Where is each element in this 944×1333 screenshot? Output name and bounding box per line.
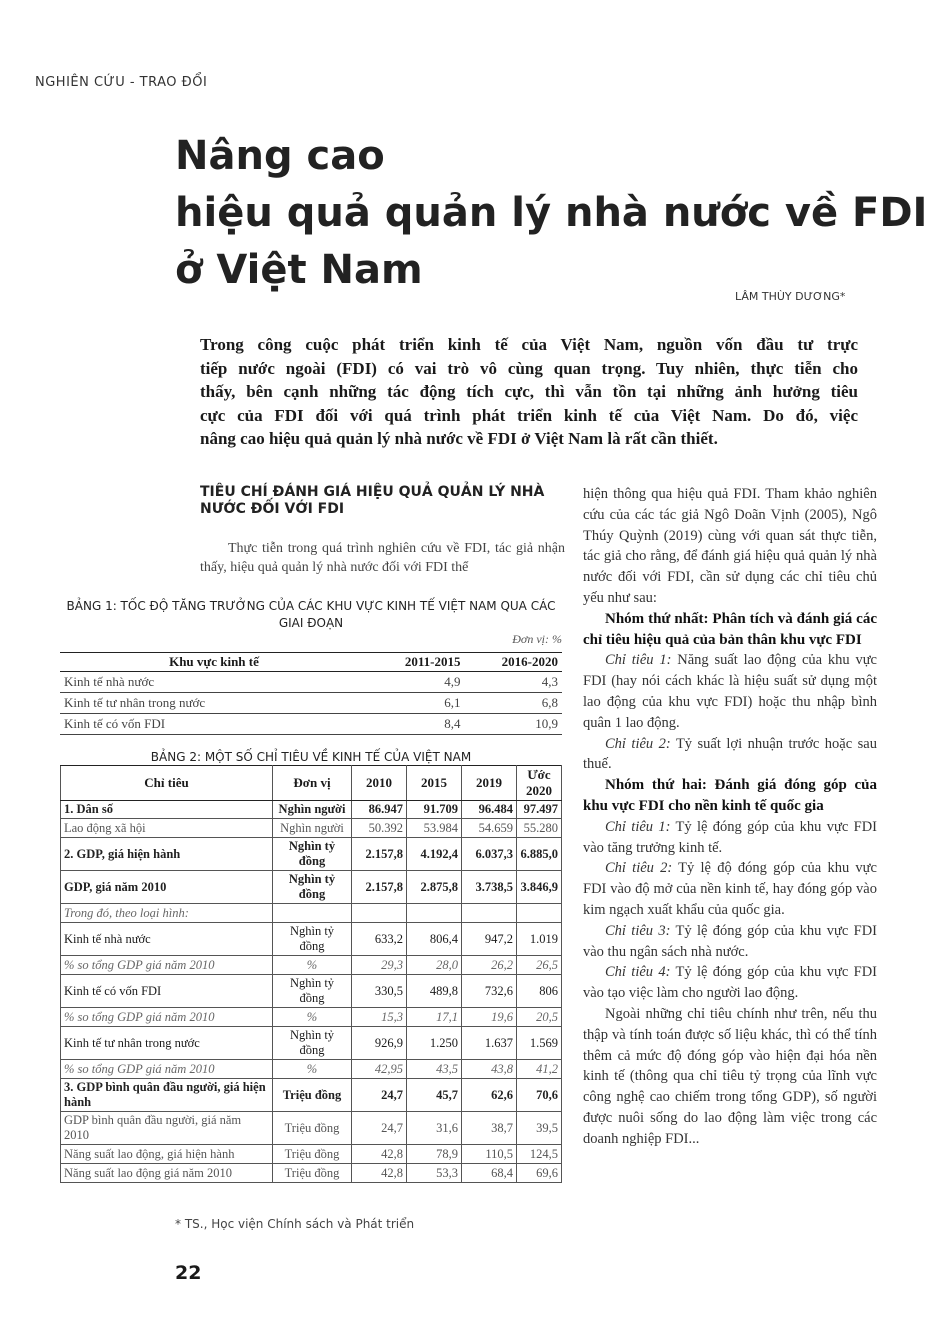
table1 — [60, 652, 562, 735]
table1-cell: 4,9 — [368, 672, 464, 693]
table2-row — [61, 801, 562, 819]
table1-cell: 6,8 — [464, 693, 562, 714]
table2-cell: 633,2 — [352, 923, 407, 956]
table1-cell: Kinh tế tư nhân trong nước — [60, 693, 368, 714]
table2-cell: 31,6 — [407, 1112, 462, 1145]
table2-cell: Nghìn tỷ đồng — [273, 871, 352, 904]
table2-cell: 489,8 — [407, 975, 462, 1008]
paragraph — [583, 484, 877, 609]
table2-cell: 806 — [517, 975, 562, 1008]
criterion-label: Chỉ tiêu 2: — [605, 860, 673, 877]
table2-cell: 53.984 — [407, 819, 462, 838]
table2-header: Chỉ tiêu — [61, 766, 273, 801]
table2-cell: 38,7 — [462, 1112, 517, 1145]
table2-cell: 1.250 — [407, 1027, 462, 1060]
table2-cell: Triệu đồng — [273, 1145, 352, 1164]
table2-cell — [462, 904, 517, 923]
group-heading: Nhóm thứ hai: Đánh giá đóng góp của khu vực FDI cho nền kinh tế quốc gia — [583, 777, 877, 814]
paragraph-text: Tỷ lệ đóng góp của khu vực FDI vào tăng trưởng kinh tế. — [583, 818, 877, 856]
paragraph — [583, 650, 877, 733]
title-line: hiệu quả quản lý nhà nước về FDI — [175, 190, 928, 236]
table2-cell: 806,4 — [407, 923, 462, 956]
table2-row — [61, 1027, 562, 1060]
paragraph-text: Ngoài những chỉ tiêu chính như trên, nếu thu thập và tính toán được số liệu khác, thì có thể tính thêm cả mức độ đóng góp vào hiện đại hóa nền kinh tế (thông qua chỉ tiêu tỷ trọng của lĩnh vực công nghệ cao chiếm trong tổng GDP), số người được nuôi sống do lao động làm việc trong các doanh nghiệp FDI... — [583, 1005, 877, 1147]
paragraph — [583, 858, 877, 920]
paragraph-text: Năng suất lao động của khu vực FDI (hay nói cách khác là hiệu suất sử dụng một lao động của khu vực FDI) hoặc thu nhập bình quân 1 lao động. — [583, 652, 877, 731]
table2-cell: 3. GDP bình quân đầu người, giá hiện hành — [61, 1079, 273, 1112]
table2-cell: 2. GDP, giá hiện hành — [61, 838, 273, 871]
abstract — [200, 333, 858, 451]
table2-cell: 17,1 — [407, 1008, 462, 1027]
table2-cell: Năng suất lao động, giá hiện hành — [61, 1145, 273, 1164]
table2-cell: 1.569 — [517, 1027, 562, 1060]
table2-row — [61, 1164, 562, 1183]
table2-cell: 43,8 — [462, 1060, 517, 1079]
table2-row — [61, 838, 562, 871]
table2-cell: 50.392 — [352, 819, 407, 838]
group-heading: Nhóm thứ nhất: Phân tích và đánh giá các chỉ tiêu hiệu quả của bản thân khu vực FDI — [583, 610, 877, 648]
table2-cell: 3.738,5 — [462, 871, 517, 904]
paragraph-text: Tỷ lệ độ đóng góp của khu vực FDI vào độ mở của nền kinh tế, hay đóng góp vào kim ngạch xuất khẩu của quốc gia. — [583, 860, 877, 918]
table2-cell: 55.280 — [517, 819, 562, 838]
table2-cell: 110,5 — [462, 1145, 517, 1164]
table2-cell: % — [273, 1008, 352, 1027]
table2-cell: 3.846,9 — [517, 871, 562, 904]
table1-header: 2011-2015 — [368, 653, 464, 672]
paragraph — [583, 1004, 877, 1150]
table2-cell: 42,8 — [352, 1145, 407, 1164]
table2-cell: 43,5 — [407, 1060, 462, 1079]
table2-cell: 97.497 — [517, 801, 562, 819]
table2-cell: Nghìn người — [273, 801, 352, 819]
table2-cell: Nghìn tỷ đồng — [273, 923, 352, 956]
table2-cell: Năng suất lao động giá năm 2010 — [61, 1164, 273, 1183]
title-line: Nâng cao — [175, 133, 385, 179]
table2-cell: 54.659 — [462, 819, 517, 838]
table2-cell: 28,0 — [407, 956, 462, 975]
table2-cell: 70,6 — [517, 1079, 562, 1112]
table1-cell: Kinh tế có vốn FDI — [60, 714, 368, 735]
paragraph — [583, 817, 877, 859]
table2-cell: Nghìn tỷ đồng — [273, 838, 352, 871]
table2-cell: 26,2 — [462, 956, 517, 975]
table1-header: Khu vực kinh tế — [60, 653, 368, 672]
table2-cell: Kinh tế nhà nước — [61, 923, 273, 956]
table2-cell: 29,3 — [352, 956, 407, 975]
table2-cell: 330,5 — [352, 975, 407, 1008]
table2-cell: 96.484 — [462, 801, 517, 819]
paragraph-text: Tỷ lệ đóng góp của khu vực FDI vào tạo việc làm cho người lao động. — [583, 964, 877, 1002]
table2-cell: 62,6 — [462, 1079, 517, 1112]
paragraph-text: hiện thông qua hiệu quả FDI. Tham khảo nghiên cứu của các tác giả Ngô Doãn Vịnh (2005), Ngô Thúy Quỳnh (2019) cùng với quan sát thực tiễn, tác giả cho rằng, để đánh giá hiệu quả quản lý nhà nước đối với FDI, cần sử dụng các chỉ tiêu chủ yếu như sau: — [583, 486, 877, 606]
table2-cell — [273, 904, 352, 923]
table2-cell: 1.019 — [517, 923, 562, 956]
table2-cell: 39,5 — [517, 1112, 562, 1145]
table2-header: 2015 — [407, 766, 462, 801]
table2-cell: 732,6 — [462, 975, 517, 1008]
table2-row — [61, 1112, 562, 1145]
right-column-text — [583, 484, 877, 1150]
footnote: * TS., Học viện Chính sách và Phát triển — [175, 1217, 415, 1231]
table2-row — [61, 904, 562, 923]
table1-row — [60, 672, 562, 693]
table2-row — [61, 1060, 562, 1079]
table2-cell: 69,6 — [517, 1164, 562, 1183]
table2-cell: 15,3 — [352, 1008, 407, 1027]
table1-unit: Đơn vị: % — [512, 632, 562, 646]
table2-cell: 78,9 — [407, 1145, 462, 1164]
abstract-line: thấy, bên cạnh những tác động tích cực, thì vẫn tồn tại những ảnh hưởng tiêu — [200, 382, 858, 401]
section-label: NGHIÊN CỨU - TRAO ĐỔI — [35, 75, 208, 90]
table2-cell: 926,9 — [352, 1027, 407, 1060]
table2-cell: 42,95 — [352, 1060, 407, 1079]
table2-cell: 1. Dân số — [61, 801, 273, 819]
table2-cell: 45,7 — [407, 1079, 462, 1112]
table2-cell: 24,7 — [352, 1079, 407, 1112]
criterion-label: Chỉ tiêu 2: — [605, 735, 671, 752]
paragraph — [583, 609, 877, 651]
article-title — [175, 128, 927, 299]
table2-cell: 86.947 — [352, 801, 407, 819]
table2-row — [61, 956, 562, 975]
table2-cell: 947,2 — [462, 923, 517, 956]
paragraph — [583, 734, 877, 776]
criterion-label: Chỉ tiêu 4: — [605, 964, 671, 981]
table2-caption: BẢNG 2: MỘT SỐ CHỈ TIÊU VỀ KINH TẾ CỦA VIỆT NAM — [150, 750, 472, 764]
abstract-line: tiếp nước ngoài (FDI) có vai trò vô cùng quan trọng. Tuy nhiên, thực tiễn cho — [200, 358, 858, 378]
table2-cell: 6.885,0 — [517, 838, 562, 871]
table1-cell: 8,4 — [368, 714, 464, 735]
table2-cell: 2.157,8 — [352, 871, 407, 904]
table1-cell: Kinh tế nhà nước — [60, 672, 368, 693]
table2-header: Ước 2020 — [517, 766, 562, 801]
table2-cell: Triệu đồng — [273, 1079, 352, 1112]
table2-cell: 124,5 — [517, 1145, 562, 1164]
table2-cell: 68,4 — [462, 1164, 517, 1183]
table2-cell: % so tổng GDP giá năm 2010 — [61, 956, 273, 975]
criterion-label: Chỉ tiêu 1: — [605, 818, 671, 835]
table2-cell: 6.037,3 — [462, 838, 517, 871]
intro-paragraph: Thực tiễn trong quá trình nghiên cứu về FDI, tác giả nhận thấy, hiệu quả quản lý nhà nước đối với FDI thể — [200, 541, 565, 575]
abstract-line: Trong công cuộc phát triển kinh tế của Việt Nam, nguồn vốn đầu tư trực — [200, 335, 858, 354]
page-number: 22 — [175, 1262, 202, 1284]
table1-cell: 10,9 — [464, 714, 562, 735]
table2-row — [61, 1079, 562, 1112]
table1-header: 2016-2020 — [464, 653, 562, 672]
table2 — [60, 765, 562, 1183]
abstract-line: nâng cao hiệu quả quản lý nhà nước về FDI ở Việt Nam là rất cần thiết. — [200, 429, 718, 448]
table2-cell: 2.875,8 — [407, 871, 462, 904]
table2-cell — [517, 904, 562, 923]
table2-cell: GDP, giá năm 2010 — [61, 871, 273, 904]
table2-cell: 26,5 — [517, 956, 562, 975]
table2-cell: 91.709 — [407, 801, 462, 819]
table2-cell: 24,7 — [352, 1112, 407, 1145]
table2-cell: Kinh tế tư nhân trong nước — [61, 1027, 273, 1060]
table2-cell: 41,2 — [517, 1060, 562, 1079]
table1-row — [60, 714, 562, 735]
table2-row — [61, 923, 562, 956]
table2-cell — [407, 904, 462, 923]
table2-cell: Nghìn người — [273, 819, 352, 838]
paragraph — [583, 962, 877, 1004]
table2-row — [61, 975, 562, 1008]
paragraph — [583, 775, 877, 817]
table1-caption: BẢNG 1: TỐC ĐỘ TĂNG TRƯỞNG CỦA CÁC KHU VỰC KINH TẾ VIỆT NAM QUA CÁC GIAI ĐOẠN — [66, 599, 556, 630]
table2-cell: 4.192,4 — [407, 838, 462, 871]
table2-cell: % so tổng GDP giá năm 2010 — [61, 1008, 273, 1027]
table2-row — [61, 1145, 562, 1164]
table2-cell: Nghìn tỷ đồng — [273, 1027, 352, 1060]
table2-cell: 42,8 — [352, 1164, 407, 1183]
table2-cell: Nghìn tỷ đồng — [273, 975, 352, 1008]
table1-cell: 4,3 — [464, 672, 562, 693]
table2-row — [61, 1008, 562, 1027]
table2-row — [61, 871, 562, 904]
table2-cell: Trong đó, theo loại hình: — [61, 904, 273, 923]
table2-cell: Triệu đồng — [273, 1164, 352, 1183]
table1-cell: 6,1 — [368, 693, 464, 714]
table2-cell: % — [273, 1060, 352, 1079]
table2-cell: GDP bình quân đầu người, giá năm 2010 — [61, 1112, 273, 1145]
table2-cell: 53,3 — [407, 1164, 462, 1183]
table2-cell: Lao động xã hội — [61, 819, 273, 838]
table2-cell: Kinh tế có vốn FDI — [61, 975, 273, 1008]
table2-cell: 19,6 — [462, 1008, 517, 1027]
table1-row — [60, 693, 562, 714]
table2-row — [61, 819, 562, 838]
table2-cell: 1.637 — [462, 1027, 517, 1060]
paragraph-text: Tỷ suất lợi nhuận trước hoặc sau thuế. — [583, 735, 877, 773]
table2-cell — [352, 904, 407, 923]
table2-cell: 20,5 — [517, 1008, 562, 1027]
table2-cell: % so tổng GDP giá năm 2010 — [61, 1060, 273, 1079]
table2-cell: % — [273, 956, 352, 975]
criterion-label: Chỉ tiêu 1: — [605, 652, 672, 669]
paragraph — [583, 921, 877, 963]
criterion-label: Chỉ tiêu 3: — [605, 922, 671, 939]
table2-cell: Triệu đồng — [273, 1112, 352, 1145]
paragraph-text: Tỷ lệ đóng góp của khu vực FDI vào thu ngân sách nhà nước. — [583, 922, 877, 960]
title-line: ở Việt Nam — [175, 247, 423, 293]
table2-header: Đơn vị — [273, 766, 352, 801]
section-heading: TIÊU CHÍ ĐÁNH GIÁ HIỆU QUẢ QUẢN LÝ NHÀ NƯỚC ĐỐI VỚI FDI — [200, 484, 545, 517]
author: LÂM THÙY DƯƠNG* — [735, 290, 846, 303]
table2-cell: 2.157,8 — [352, 838, 407, 871]
table2-header: 2019 — [462, 766, 517, 801]
table2-header: 2010 — [352, 766, 407, 801]
abstract-line: cực của FDI đối với quá trình phát triển kinh tế của Việt Nam. Do đó, việc — [200, 405, 858, 425]
